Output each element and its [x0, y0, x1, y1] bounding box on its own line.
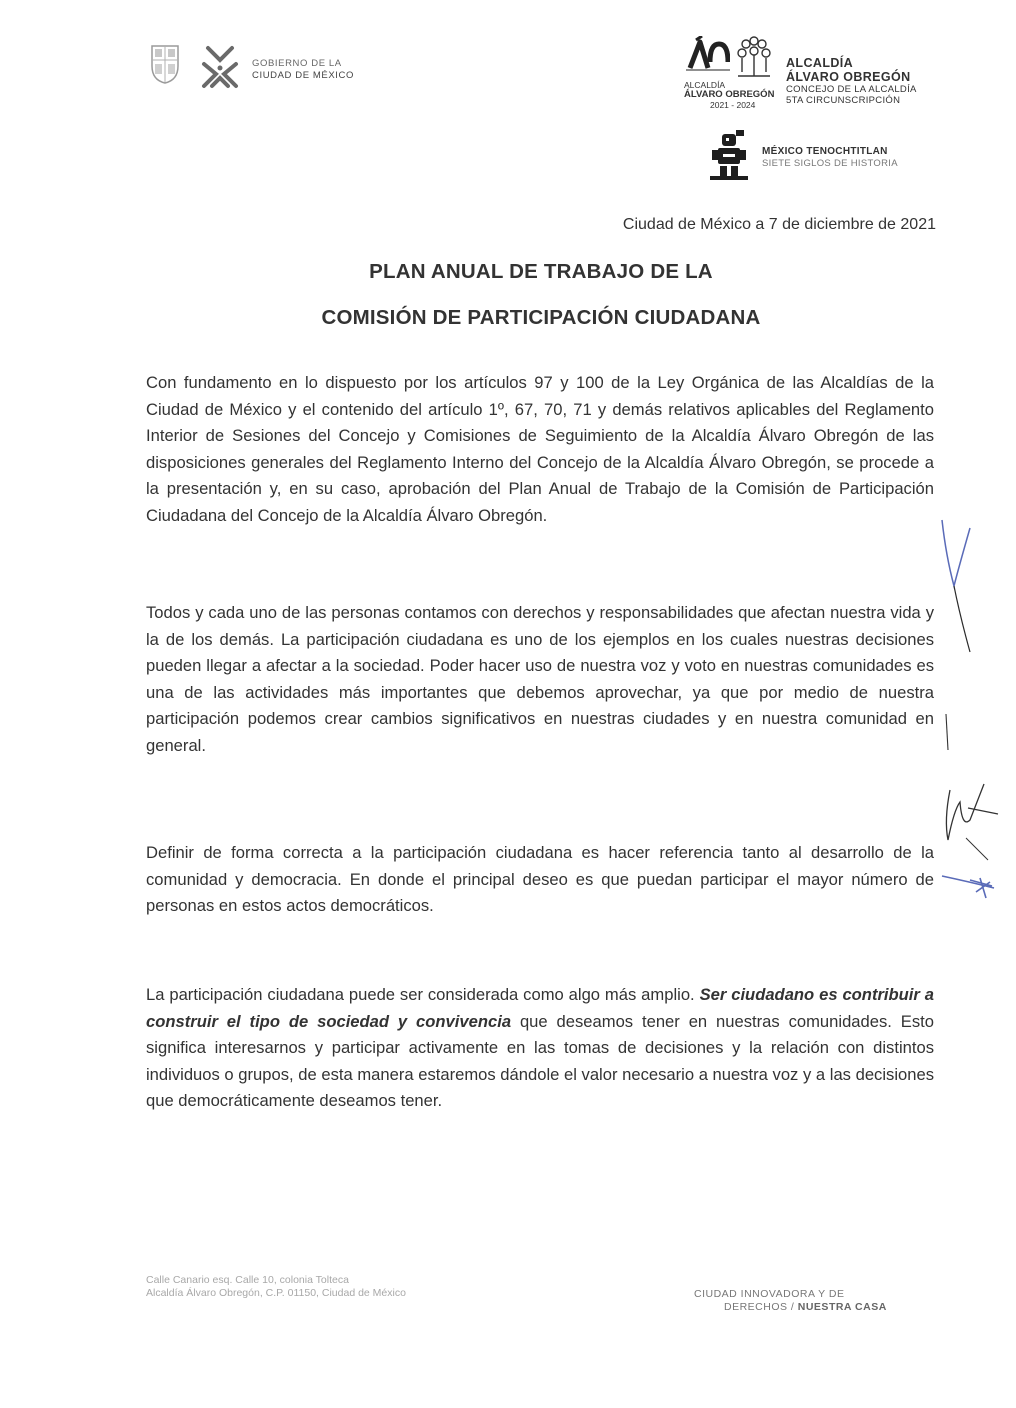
document-date: Ciudad de México a 7 de diciembre de 2021: [622, 216, 936, 233]
tenochtitlan-glyph-icon: [706, 128, 752, 184]
document-title-line-1: PLAN ANUAL DE TRABAJO DE LA: [369, 260, 713, 283]
ao-small-line-1: ALCALDÍA: [684, 80, 726, 90]
ao-sub-line-1: CONCEJO DE LA ALCALDÍA: [786, 84, 917, 95]
coat-of-arms-icon: [150, 44, 180, 84]
tree-glyph-icon: [734, 36, 774, 80]
ao-title-line-1: ALCALDÍA: [786, 56, 854, 70]
ao-title-line-2: ÁLVARO OBREGÓN: [786, 70, 911, 84]
footer-slogan-line-1: CIUDAD INNOVADORA Y DE: [694, 1288, 845, 1300]
alcaldia-ao-logo-icon: [686, 36, 730, 72]
alcaldia-heading: [786, 56, 917, 106]
alcaldia-small-label: [684, 80, 774, 110]
footer-address-line-2: Alcaldía Álvaro Obregón, C.P. 01150, Ciudad de México: [146, 1287, 406, 1299]
document-title-line-2: COMISIÓN DE PARTICIPACIÓN CIUDADANA: [321, 306, 761, 329]
paragraph-3: Definir de forma correcta a la participación ciudadana es hacer referencia tanto al desarrollo de la comunidad y democracia. En donde el principal deseo es que puedan participar el mayor número de personas en estos actos democráticos.: [146, 843, 934, 916]
mt-line-2: SIETE SIGLOS DE HISTORIA: [762, 158, 898, 169]
footer-address: [146, 1274, 406, 1300]
cdmx-logo-icon: [198, 42, 242, 92]
ao-sub-line-2: 5TA CIRCUNSCRIPCIÓN: [786, 95, 901, 106]
footer-address-line-1: Calle Canario esq. Calle 10, colonia Tolteca: [146, 1274, 349, 1286]
gov-line-2: CIUDAD DE MÉXICO: [252, 70, 354, 81]
footer-slogan-derechos: DERECHOS /: [724, 1301, 798, 1313]
mt-line-1: MÉXICO TENOCHTITLAN: [762, 146, 888, 157]
ao-small-line-2: ÁLVARO OBREGÓN: [684, 89, 775, 100]
paragraph-4: [146, 982, 934, 1115]
ao-small-period: 2021 - 2024: [710, 100, 756, 110]
paragraph-4-emphasis: Ser ciudadano es contribuir a construir el tipo de sociedad y convivencia: [146, 985, 934, 1031]
footer-slogan-line-2: [694, 1301, 887, 1314]
footer-slogan-nuestra-casa: NUESTRA CASA: [797, 1301, 887, 1313]
gov-line-1: GOBIERNO DE LA: [252, 58, 342, 69]
paragraph-1: Con fundamento en lo dispuesto por los artículos 97 y 100 de la Ley Orgánica de las Alcaldías de la Ciudad de México y el contenido del artículo 1º, 67, 70, 71 y demás relativos aplicables del Reglamento Interior de Sesiones del Concejo y Comisiones de Seguimiento de la Alcaldía Álvaro Obregón de las disposiciones generales del Reglamento Interno del Concejo de la Alcaldía Álvaro Obregón, se procede a la presentación y, en su caso, aprobación del Plan Anual de Trabajo de la Comisión de Participación Ciudadana del Concejo de la Alcaldía Álvaro Obregón.: [146, 373, 934, 525]
paragraph-2: Todos y cada uno de las personas contamos con derechos y responsabilidades que afectan nuestra vida y la de los demás. La participación ciudadana es uno de los ejemplos en los cuales nuestras decisiones pueden llegar a afectar a la sociedad. Poder hacer uso de nuestra voz y voto en nuestras comunidades es una de las actividades más importantes que debemos aprovechar, ya que por medio de nuestra participación podemos crear cambios significativos en nuestras ciudades y en nuestra comunidad en general.: [146, 603, 934, 755]
government-name: [252, 58, 354, 82]
footer-slogan: [694, 1288, 887, 1314]
margin-signature-2: [940, 710, 1010, 910]
tenochtitlan-label: [762, 146, 898, 170]
paragraph-4-rest: que deseamos tener en nuestras comunidades. Esto significa interesarnos y participar activamente en las tomas de decisiones y la relación con distintos individuos o grupos, de esta manera estaremos dándole el valor necesario a nuestra voz y a las decisiones que democráticamente deseamos tener.: [146, 1011, 934, 1111]
paragraph-4-intro: La participación ciudadana puede ser considerada como algo más amplio.: [146, 985, 700, 1004]
margin-signature-1: [936, 516, 976, 656]
